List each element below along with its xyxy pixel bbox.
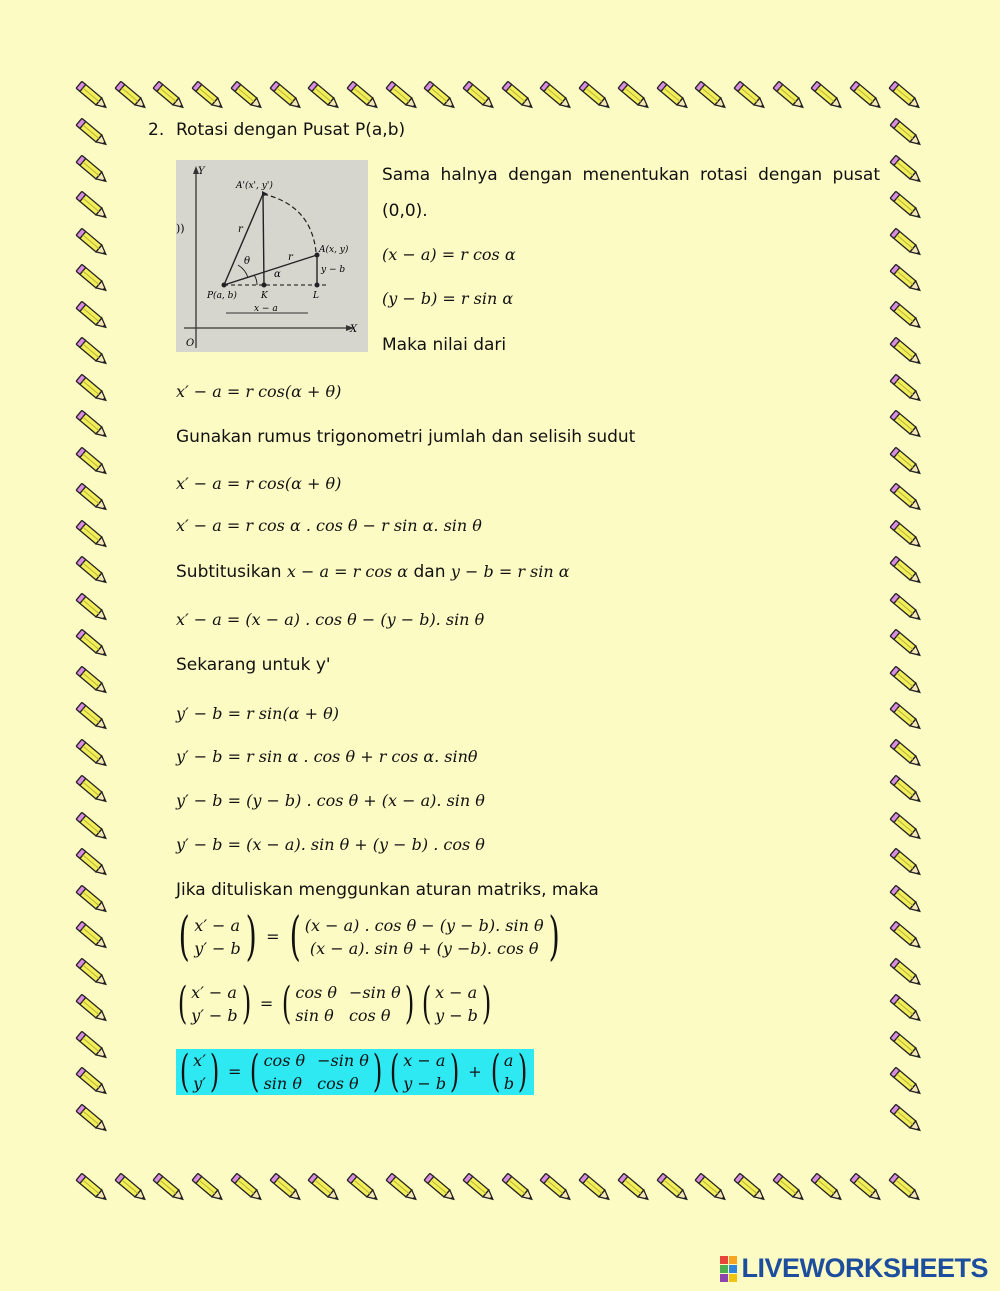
step-8: y′ − b = (x − a). sin θ + (y − b) . cos θ [176,835,485,854]
intro-eq1: (x − a) = r cos α [382,245,516,264]
subtitusi-eq2: y − b = r sin α [450,562,570,581]
m3-rot-12: −sin θ [317,1051,369,1070]
subtitusi-eq1: x − a = r cos α [286,562,409,581]
step-5: y′ − b = r sin(α + θ) [176,704,339,723]
maka-text: Maka nilai dari [382,335,507,355]
m1-lhs-top: x′ − a [194,916,241,935]
m1-rhs-bottom: (x − a). sin θ + (y −b). cos θ [309,939,539,958]
fig-l-point: L [313,291,319,301]
fig-y-minus-b: y − b [321,265,346,275]
fig-x-axis: X [350,324,358,335]
step-2: x′ − a = r cos(α + θ) [176,474,342,493]
section-heading [148,120,405,140]
fig-r2: r [288,252,293,263]
m2-rot-21: sin θ [295,1006,334,1025]
matrix-eq-2: ( x′ − a y′ − b ) = ( cos θ −sin θ sin θ cos θ ) ( x − a y − b ) [177,978,492,1029]
m3-rot-21: sin θ [263,1074,302,1093]
m2-vec-top: x − a [435,983,478,1002]
step-4: x′ − a = (x − a) . cos θ − (y − b). sin θ [176,610,485,629]
fig-a-point: A(x, y) [319,245,349,255]
m2-rot-22: cos θ [348,1006,391,1025]
m3-vec-bottom: y − b [403,1074,447,1093]
subtitusi-dan: dan [408,562,451,582]
logo-block [729,1265,737,1273]
m3-plus: + [468,1061,482,1081]
fig-edge-mark: )) [176,222,185,235]
fig-x-minus-a: x − a [254,304,278,314]
section-title: Rotasi dengan Pusat P(a,b) [176,120,406,140]
m3-vec-top: x − a [403,1051,446,1070]
fig-k-point: K [261,291,268,301]
rotation-figure [176,160,368,352]
m2-lhs-bottom: y′ − b [191,1006,238,1025]
matrix-eq-1: ( x′ − a y′ − b ) = ( (x − a) . cos θ − (y − b). sin θ (x − a). sin θ + (y −b). cos θ ) [178,907,560,967]
m3-center-bottom: b [503,1074,515,1093]
fig-alpha: α [274,269,281,280]
logo-block [720,1256,728,1264]
fig-y-axis: Y [198,166,205,177]
subtitusi-prefix: Subtitusikan [176,562,287,582]
logo-block [729,1274,737,1282]
logo-block [720,1265,728,1273]
step-7: y′ − b = (y − b) . cos θ + (x − a). sin θ [176,791,485,810]
m2-vec-bottom: y − b [435,1006,478,1025]
m1-lhs-bottom: y′ − b [194,939,241,958]
logo-icon [720,1256,737,1282]
logo-block [729,1256,737,1264]
fig-origin: O [186,338,195,349]
fig-a-prime: A'(x', y') [236,181,273,191]
step-1: x′ − a = r cos(α + θ) [176,382,342,401]
m3-lhs-top: x′ [193,1051,206,1070]
m1-rhs-top: (x − a) . cos θ − (y − b). sin θ [304,916,544,935]
m2-lhs-top: x′ − a [191,983,237,1002]
intro-text: Sama halnya dengan menentukan rotasi dengan pusat (0,0). [382,165,880,221]
gunakan-text: Gunakan rumus trigonometri jumlah dan selisih sudut [176,427,636,447]
logo-text: LIVEWORKSHEETS [741,1253,988,1283]
fig-p-point: P(a, b) [207,291,237,301]
fig-r1: r [238,224,243,235]
m2-rot-12: −sin θ [348,983,401,1002]
step-3: x′ − a = r cos α . cos θ − r sin α. sin θ [176,516,482,535]
section-number: 2. [148,120,165,140]
m3-rot-22: cos θ [317,1074,359,1093]
logo-block [720,1274,728,1282]
subtitusi-line [176,562,570,582]
intro-eq2: (y − b) = r sin α [382,289,514,308]
m2-rot-11: cos θ [295,983,337,1002]
m3-lhs-bottom: y′ [193,1074,206,1093]
matrix-eq-final: ( x′ y′ ) = ( cos θ −sin θ sin θ cos θ ) ( x − a y − b ) + ( a b ) [176,1049,534,1095]
step-6: y′ − b = r sin α . cos θ + r cos α. sinθ [176,747,478,766]
sekarang-text: Sekarang untuk y' [176,655,331,675]
fig-theta: θ [244,256,251,267]
m3-rot-11: cos θ [263,1051,306,1070]
liveworksheets-logo[interactable] [720,1253,988,1284]
m3-center-top: a [503,1051,514,1070]
jika-text: Jika dituliskan menggunkan aturan matriks, maka [176,880,599,900]
